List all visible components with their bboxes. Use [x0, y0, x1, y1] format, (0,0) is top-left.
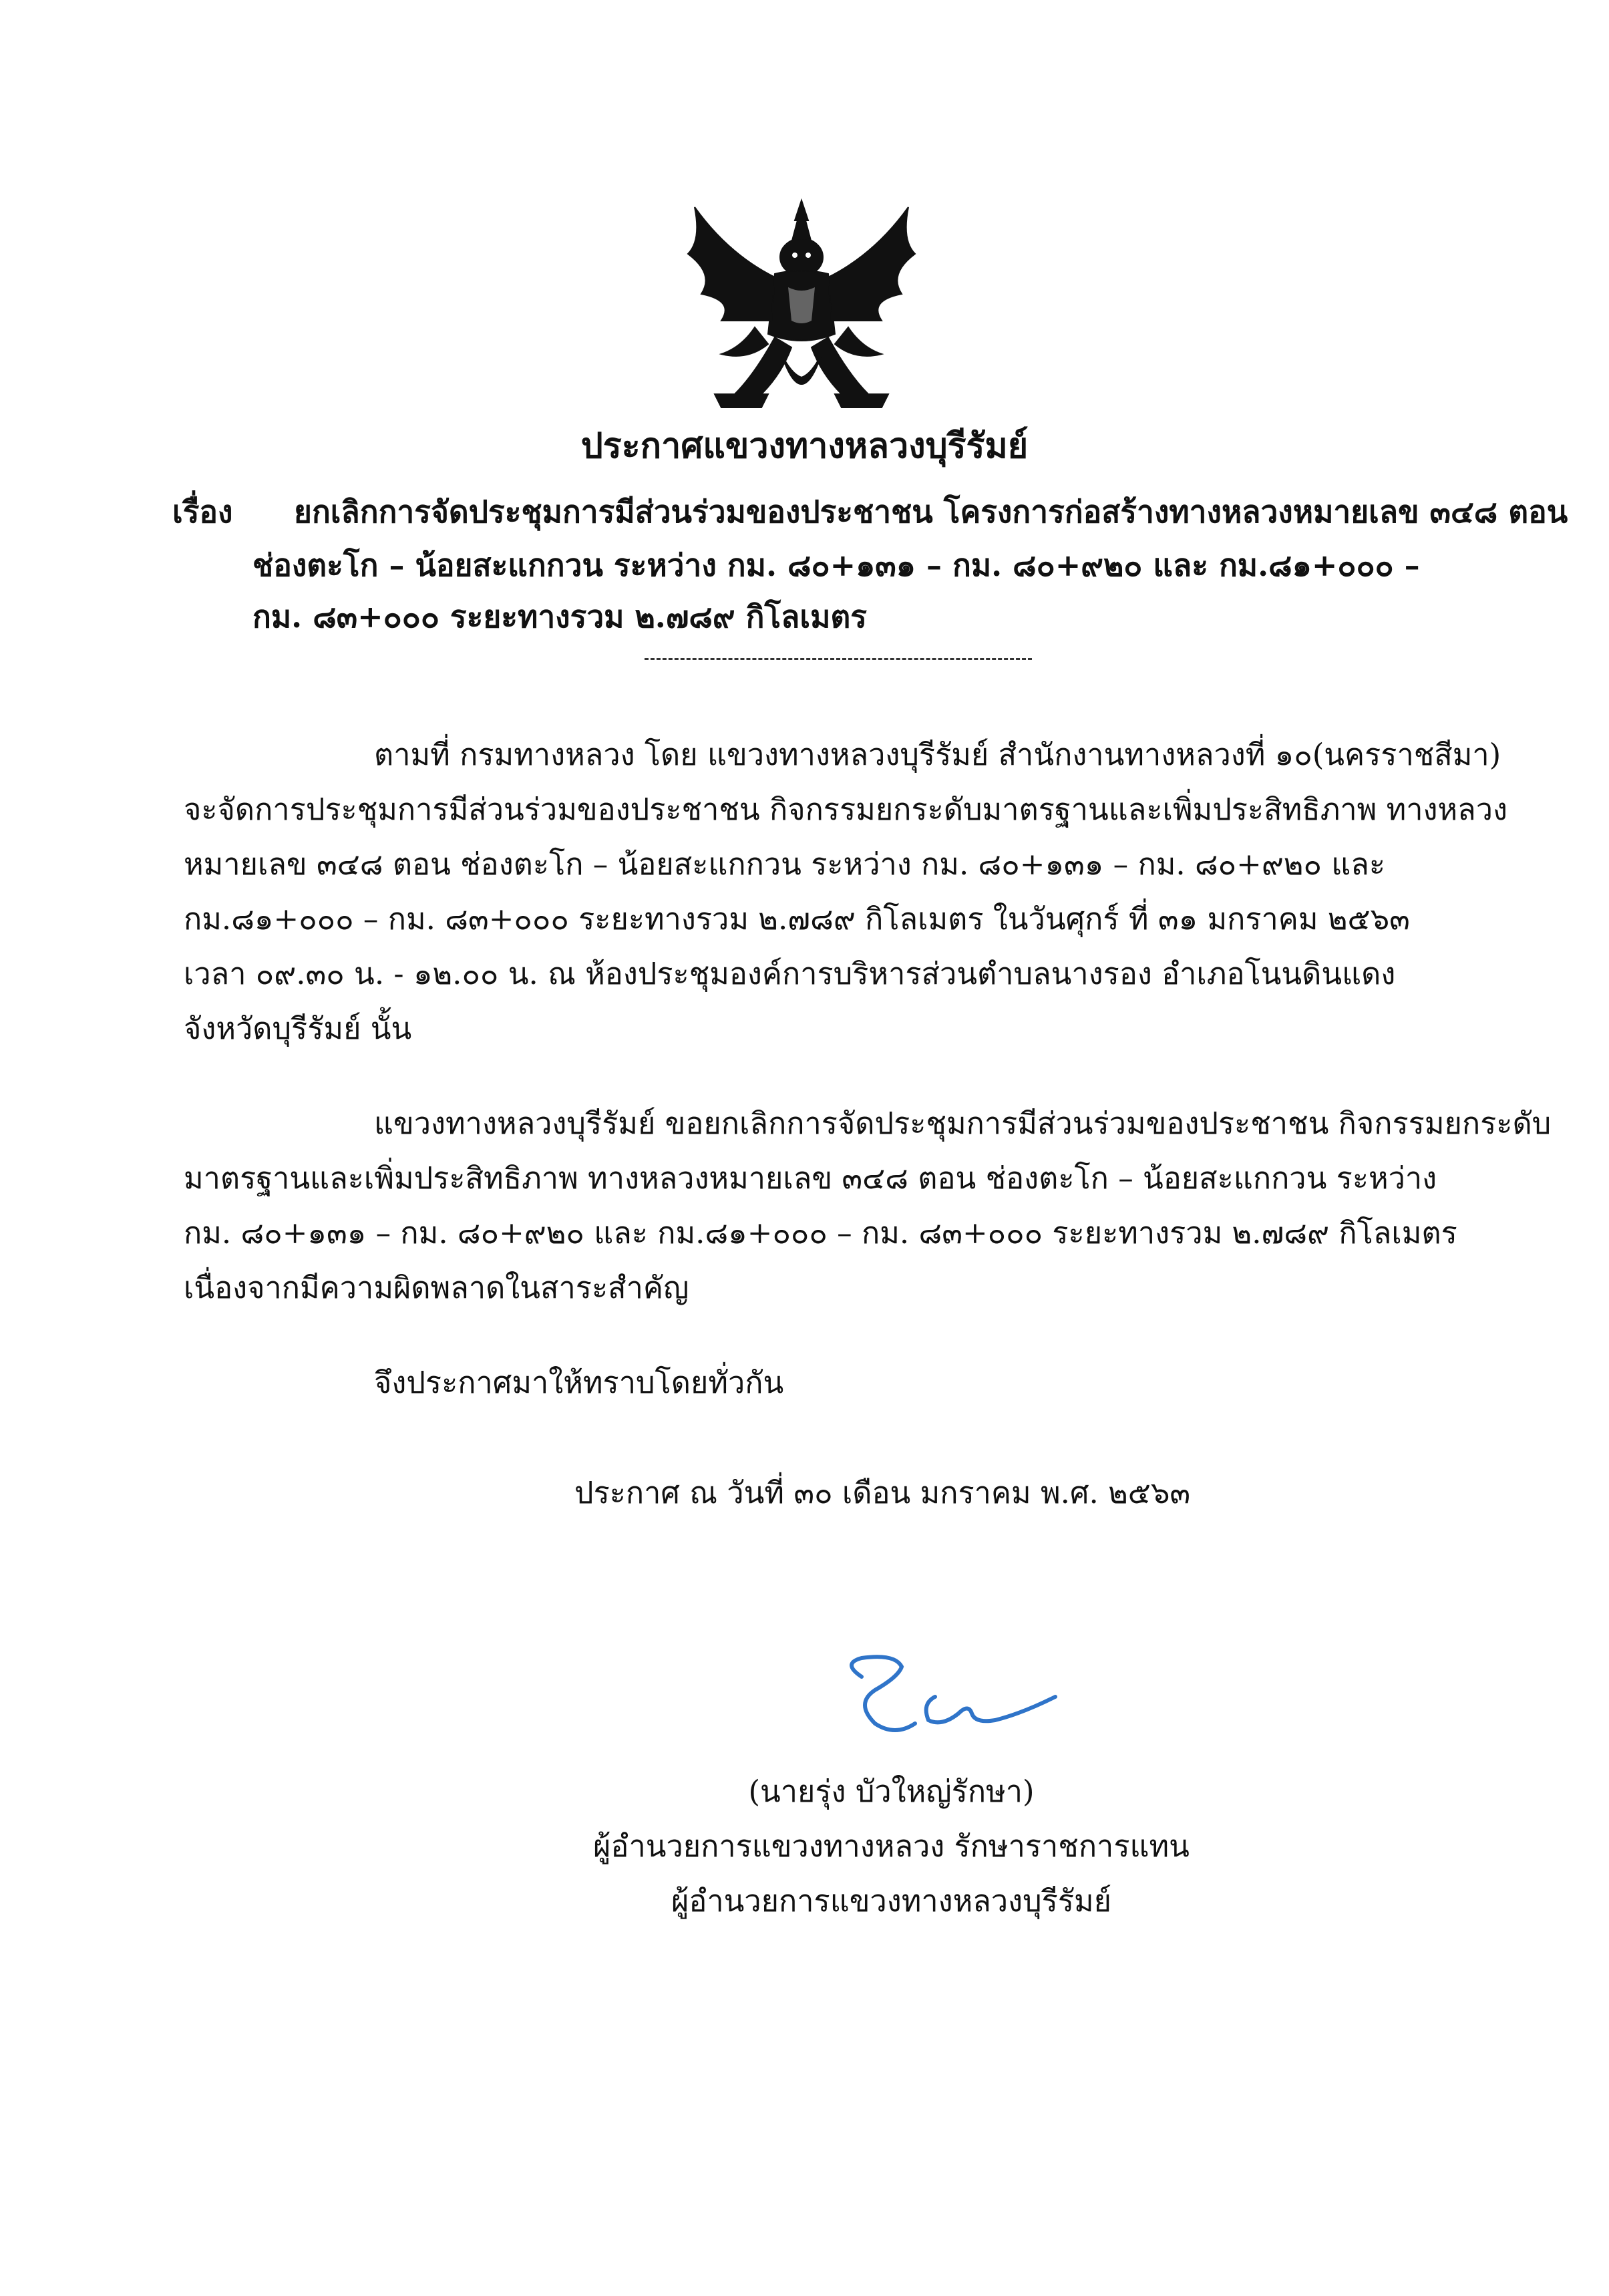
signature-image — [835, 1650, 1075, 1750]
subject-label: เรื่อง — [172, 494, 233, 530]
paragraph-1-line: กม.๘๑+๐๐๐ – กม. ๘๓+๐๐๐ ระยะทางรวม ๒.๗๘๙ กิโลเมตร ในวันศุกร์ ที่ ๓๑ มกราคม ๒๕๖๓ — [184, 901, 1410, 937]
garuda-emblem — [675, 194, 928, 421]
subject-line-2: ช่องตะโก – น้อยสะแกกวน ระหว่าง กม. ๘๐+๑๓๑ – กม. ๘๐+๙๒๐ และ กม.๘๑+๐๐๐ – — [252, 547, 1420, 583]
signatory-title-1: ผู้อำนวยการแขวงทางหลวง รักษาราชการแทน — [593, 1828, 1190, 1864]
subject-line-3: กม. ๘๓+๐๐๐ ระยะทางรวม ๒.๗๘๙ กิโลเมตร — [252, 599, 867, 635]
paragraph-1-line: จะจัดการประชุมการมีส่วนร่วมของประชาชน กิจกรรมยกระดับมาตรฐานและเพิ่มประสิทธิภาพ ทางหลวง — [184, 792, 1507, 827]
announcement-date: ประกาศ ณ วันที่ ๓๐ เดือน มกราคม พ.ศ. ๒๕๖๓ — [574, 1475, 1191, 1510]
page-title: ประกาศแขวงทางหลวงบุรีรัมย์ — [580, 426, 1029, 466]
divider-rule — [645, 658, 1032, 660]
subject-line-1: ยกเลิกการจัดประชุมการมีส่วนร่วมของประชาชน โครงการก่อสร้างทางหลวงหมายเลข ๓๔๘ ตอน — [294, 494, 1568, 530]
paragraph-1-line: ตามที่ กรมทางหลวง โดย แขวงทางหลวงบุรีรัมย์ สำนักงานทางหลวงที่ ๑๐(นครราชสีมา) — [374, 737, 1501, 772]
paragraph-2-line: มาตรฐานและเพิ่มประสิทธิภาพ ทางหลวงหมายเลข ๓๔๘ ตอน ช่องตะโก – น้อยสะแกกวน ระหว่าง — [184, 1160, 1437, 1196]
paragraph-1-line: หมายเลข ๓๔๘ ตอน ช่องตะโก – น้อยสะแกกวน ระหว่าง กม. ๘๐+๑๓๑ – กม. ๘๐+๙๒๐ และ — [184, 846, 1385, 882]
paragraph-2-line: เนื่องจากมีความผิดพลาดในสาระสำคัญ — [184, 1270, 689, 1305]
paragraph-2-line: กม. ๘๐+๑๓๑ – กม. ๘๐+๙๒๐ และ กม.๘๑+๐๐๐ – กม. ๘๓+๐๐๐ ระยะทางรวม ๒.๗๘๙ กิโลเมตร — [184, 1215, 1457, 1251]
paragraph-1-line: จังหวัดบุรีรัมย์ นั้น — [184, 1011, 412, 1046]
signatory-name: (นายรุ่ง บัวใหญ่รักษา) — [748, 1774, 1035, 1809]
paragraph-1-line: เวลา ๐๙.๓๐ น. - ๑๒.๐๐ น. ณ ห้องประชุมองค์การบริหารส่วนตำบลนางรอง อำเภอโนนดินแดง — [184, 956, 1396, 991]
signatory-title-2: ผู้อำนวยการแขวงทางหลวงบุรีรัมย์ — [671, 1883, 1112, 1919]
paragraph-2-line: แขวงทางหลวงบุรีรัมย์ ขอยกเลิกการจัดประชุมการมีส่วนร่วมของประชาชน กิจกรรมยกระดับ — [374, 1106, 1552, 1141]
closing-statement: จึงประกาศมาให้ทราบโดยทั่วกัน — [374, 1365, 784, 1400]
